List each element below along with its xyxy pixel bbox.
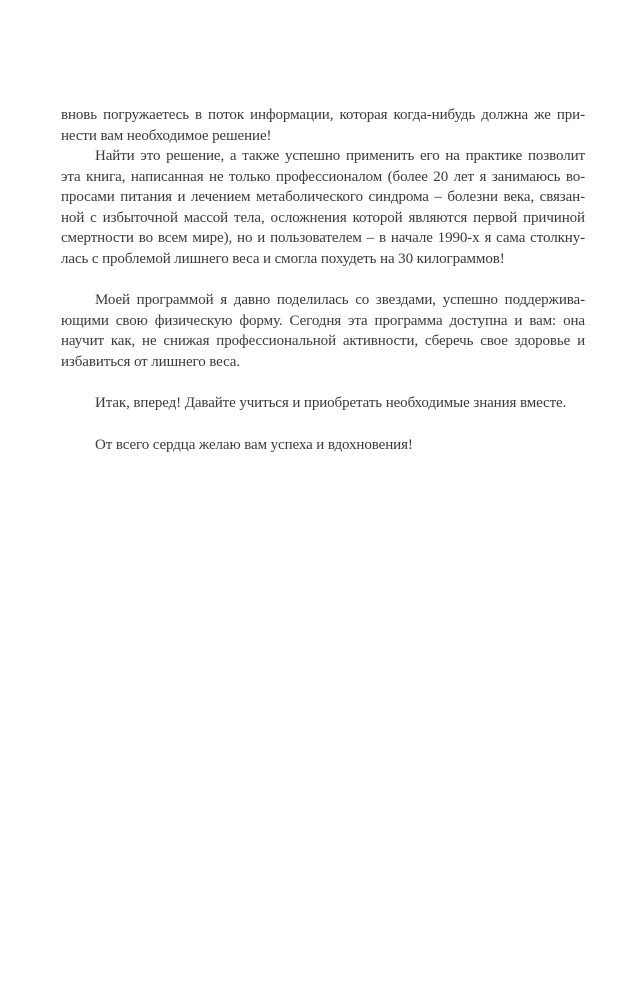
text-line: смертности во всем мире), но и пользователем – в начале 1990-х я сама столкну- xyxy=(61,230,585,246)
paragraph xyxy=(61,290,585,372)
paragraph xyxy=(61,146,585,269)
text-line: эта книга, написанная не только профессионалом (более 20 лет я занимаюсь во- xyxy=(61,168,585,185)
text-line: избавиться от лишнего веса. xyxy=(61,353,241,370)
text-line: вновь погружаетесь в поток информации, которая когда-нибудь должна же при- xyxy=(61,107,585,123)
text-line: ющими свою физическую форму. Сегодня эта программа доступна и вам: она xyxy=(61,312,585,329)
text-line: Моей программой я давно поделилась со звездами, успешно поддержива- xyxy=(95,292,585,308)
text-line: От всего сердца желаю вам успеха и вдохновения! xyxy=(95,436,413,453)
paragraph xyxy=(61,105,585,146)
text-line: ной с избыточной массой тела, осложнения которой являются первой причиной xyxy=(61,209,585,226)
text-block xyxy=(61,105,585,455)
text-line: научит как, не снижая профессиональной активности, сберечь свое здоровье и xyxy=(61,333,585,349)
text-line: нести вам необходимое решение! xyxy=(61,127,272,144)
text-line: лась с проблемой лишнего веса и смогла похудеть на 30 килограммов! xyxy=(61,250,505,267)
text-line: просами питания и лечением метаболического синдрома – болезни века, связан- xyxy=(61,189,585,205)
text-line: Итак, вперед! Давайте учиться и приобретать необходимые знания вместе. xyxy=(95,395,567,411)
paragraph xyxy=(61,435,585,456)
paragraph xyxy=(61,393,585,414)
text-line: Найти это решение, а также успешно применить его на практике позволит xyxy=(95,148,585,164)
